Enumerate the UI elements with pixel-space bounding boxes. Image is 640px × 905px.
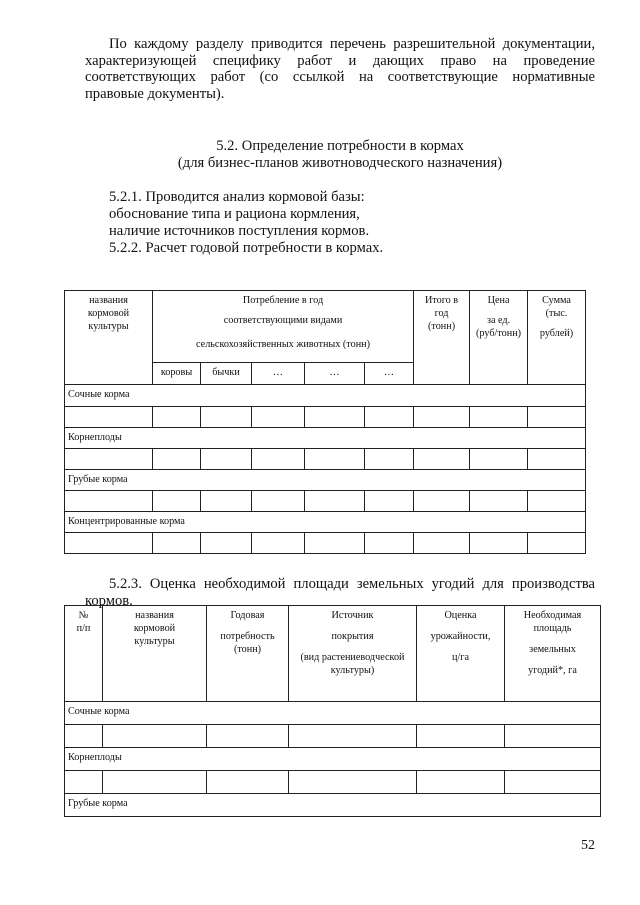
col-header-animal: бычки xyxy=(201,363,252,385)
intro-line: характеризующей специфику работ и дающих право на проведение xyxy=(85,52,595,69)
section-subtitle: (для бизнес-планов животноводческого назначения) xyxy=(177,155,503,171)
table-row xyxy=(65,533,586,554)
section-5-2-2-title: 5.2.2. Расчет годовой потребности в кормах. xyxy=(109,240,384,256)
intro-line: По каждому разделу приводится перечень разрешительной документации, xyxy=(109,36,595,52)
table-row xyxy=(65,771,601,794)
col-header-animal: … xyxy=(252,363,305,385)
col-header-area: Необходимая площадь земельных угодий*, га xyxy=(505,606,601,702)
col-header-name: названия кормовой культуры xyxy=(65,291,153,385)
intro-line: правовые документы). xyxy=(85,85,225,102)
group-row: Корнеплоды xyxy=(65,428,586,449)
col-header-animal: коровы xyxy=(153,363,201,385)
analysis-line: 5.2.1. Проводится анализ кормовой базы: xyxy=(109,189,365,205)
col-header-num: № п/п xyxy=(65,606,103,702)
col-header-sum: Сумма (тыс. рублей) xyxy=(528,291,586,385)
col-header-source: Источник покрытия (вид растениеводческой культуры) xyxy=(289,606,417,702)
land-area-table xyxy=(64,605,601,817)
col-header-price: Цена за ед. (руб/тонн) xyxy=(470,291,528,385)
section-5-2-3-line: кормов. xyxy=(85,592,133,609)
col-header-animal: … xyxy=(305,363,365,385)
section-title: 5.2. Определение потребности в кормах xyxy=(216,138,464,154)
analysis-line: наличие источников поступления кормов. xyxy=(109,223,370,239)
page-number: 52 xyxy=(581,838,595,853)
table-row xyxy=(65,725,601,748)
col-header-name: названия кормовой культуры xyxy=(103,606,207,702)
group-row: Сочные корма xyxy=(65,702,601,725)
group-row: Корнеплоды xyxy=(65,748,601,771)
group-row: Концентрированные корма xyxy=(65,512,586,533)
section-heading xyxy=(85,138,595,172)
group-row: Грубые корма xyxy=(65,470,586,491)
col-header-total: Итого в год (тонн) xyxy=(414,291,470,385)
table-row xyxy=(65,449,586,470)
group-row: Сочные корма xyxy=(65,385,586,407)
table-row xyxy=(65,491,586,512)
section-5-2-1 xyxy=(109,189,383,257)
col-header-animal: … xyxy=(365,363,414,385)
col-header-yield: Оценка урожайности, ц/га xyxy=(417,606,505,702)
group-row: Грубые корма xyxy=(65,794,601,817)
feed-demand-table xyxy=(64,290,586,554)
col-header-consumption: Потребление в год соответствующими видами сельскохозяйственных животных (тонн) xyxy=(153,291,414,363)
analysis-line: обоснование типа и рациона кормления, xyxy=(109,206,360,222)
col-header-annual: Годовая потребность (тонн) xyxy=(207,606,289,702)
table-row xyxy=(65,407,586,428)
section-5-2-3-line: 5.2.3. Оценка необходимой площади земельных угодий для производства xyxy=(109,576,595,592)
intro-line: соответствующих работ (со ссылкой на соответствующие нормативные xyxy=(85,69,595,86)
intro-paragraph xyxy=(85,36,595,102)
